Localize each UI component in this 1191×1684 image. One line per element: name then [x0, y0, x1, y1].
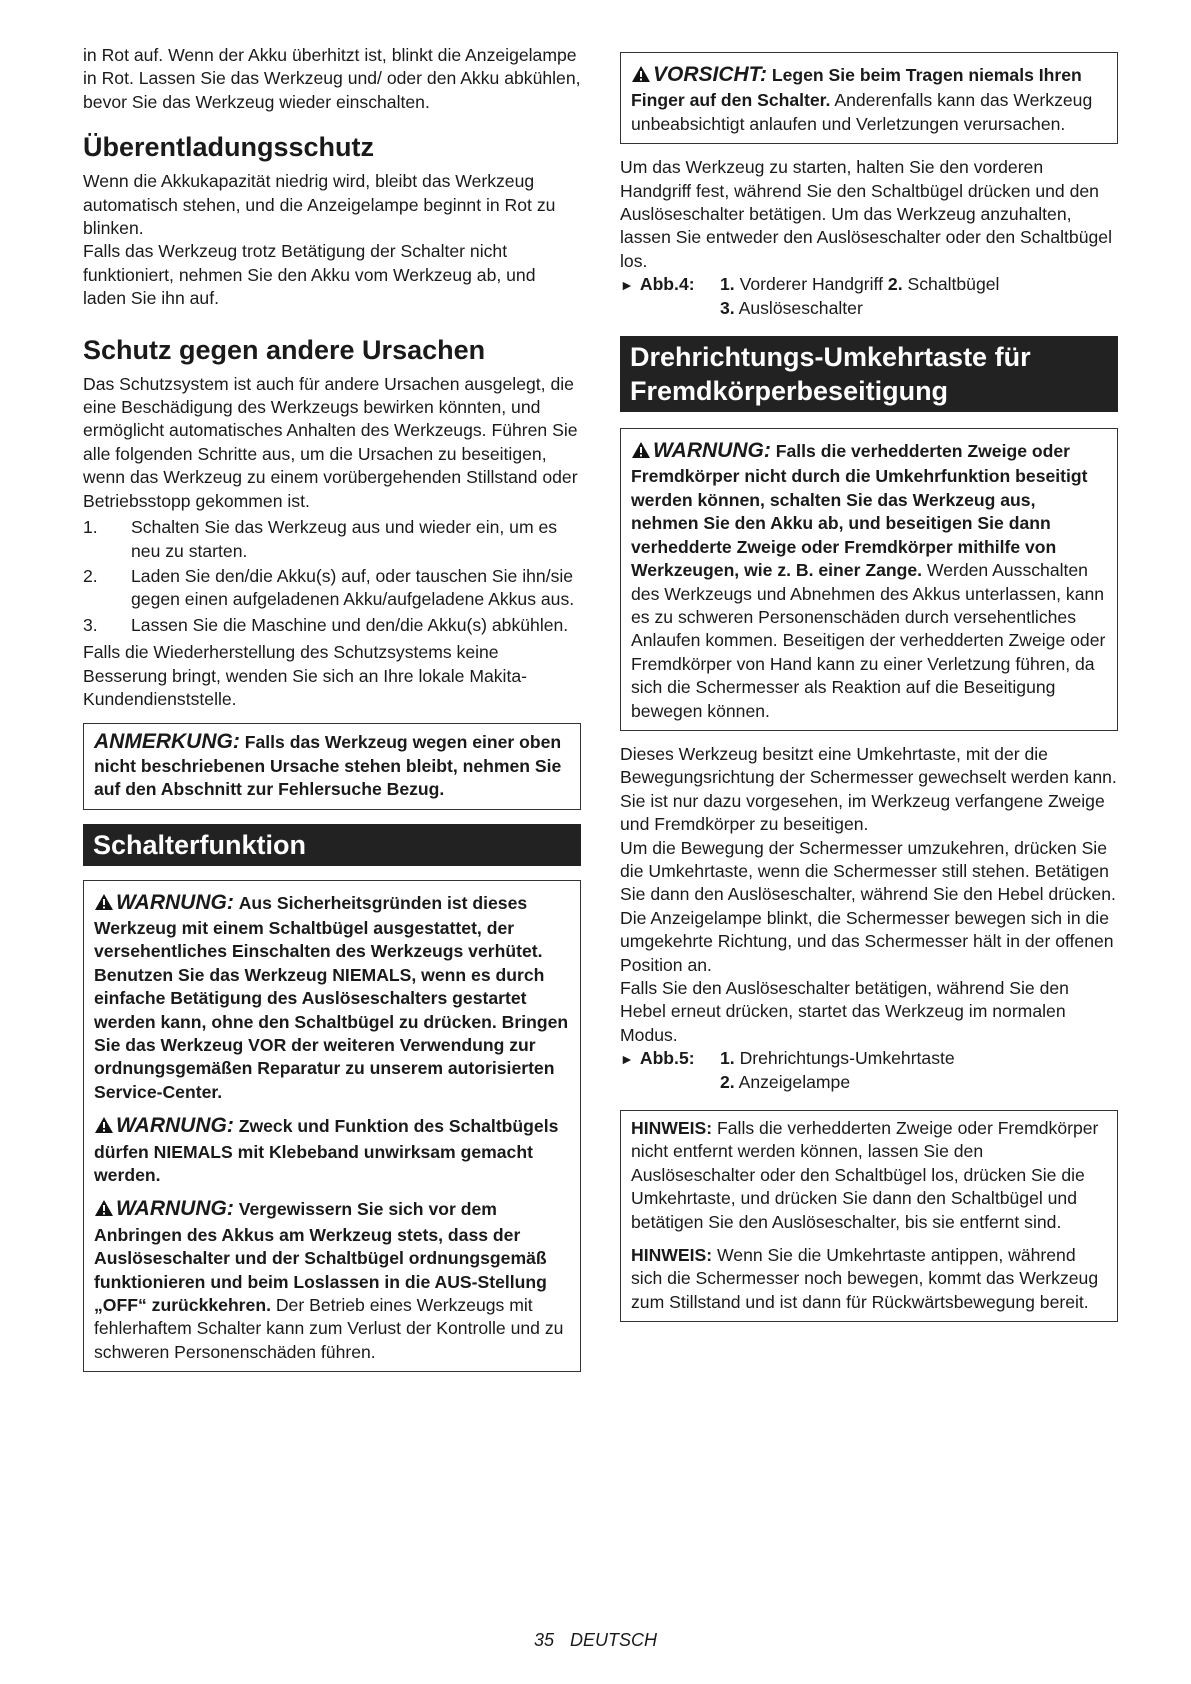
caution-label: VORSICHT:	[653, 63, 767, 86]
notice-label: HINWEIS:	[631, 1118, 713, 1139]
switch-warnings-box	[83, 880, 581, 1373]
warning-3	[94, 1197, 570, 1364]
figure-item-text: Anzeigelampe	[738, 1071, 851, 1092]
figure-item-text: Vorderer Handgriff	[739, 274, 884, 295]
warning-triangle-icon	[94, 1199, 114, 1223]
reverse-warning-box	[620, 428, 1118, 731]
figure-reference-abb4	[620, 273, 1118, 320]
step-text: Lassen Sie die Maschine und den/die Akku(s) abkühlen.	[131, 614, 569, 635]
warning-label: WARNUNG:	[116, 1114, 234, 1138]
heading-reverse-button	[620, 336, 1118, 412]
warning-1	[94, 891, 570, 1105]
notices-box	[620, 1110, 1118, 1322]
caution-normal-text: Anderenfalls kann das Werkzeug unbeabsichtigt anlaufen und Verletzungen verursachen.	[631, 90, 1093, 134]
caution-box	[620, 52, 1118, 144]
heading-switch-function: Schalterfunktion	[83, 824, 581, 866]
warning-triangle-icon	[94, 1116, 114, 1140]
arrow-right-icon: ►	[620, 277, 634, 294]
step-text: Schalten Sie das Werkzeug aus und wieder ein, um es neu zu starten.	[131, 517, 558, 561]
intro-paragraph: in Rot auf. Wenn der Akku überhitzt ist, blinkt die Anzeigelampe in Rot. Lassen Sie das Werkzeug und/ oder den Akku abkühlen, bevor Sie das Werkzeug wieder einschalten.	[83, 45, 581, 112]
figure-item-number: 2.	[887, 274, 903, 295]
list-item	[83, 516, 581, 563]
figure-ref-label: Abb.5:	[639, 1048, 695, 1069]
step-number: 1.	[83, 517, 98, 538]
heading-other-causes: Schutz gegen andere Ursachen	[83, 334, 486, 365]
warning-bold-text: Zweck und Funktion des Schaltbügels dürfen NIEMALS mit Klebeband unwirksam gemacht werden.	[94, 1116, 559, 1186]
reverse-paragraph-3: Falls Sie den Auslöseschalter betätigen, während Sie den Hebel erneut drücken, startet das Werkzeug im normalen Modus.	[620, 978, 1069, 1045]
notice-text: Wenn Sie die Umkehrtaste antippen, während sich die Schermesser noch bewegen, kommt das Werkzeug zum Stillstand und ist dann für Rückwärtsbewegung bereit.	[631, 1245, 1099, 1312]
reverse-paragraph-1: Dieses Werkzeug besitzt eine Umkehrtaste, mit der die Bewegungsrichtung der Schermesser gewechselt werden kann. Sie ist nur dazu vorgesehen, im Werkzeug verfangene Zweige und Fremdkörper zu beseitigen.	[620, 743, 1117, 835]
right-column	[620, 52, 1118, 1322]
overdischarge-paragraph-1: Wenn die Akkukapazität niedrig wird, bleibt das Werkzeug automatisch stehen, und die Anzeigelampe beginnt in Rot zu blinken.	[83, 171, 556, 239]
other-causes-paragraph-1: Das Schutzsystem ist auch für andere Ursachen ausgelegt, die eine Beschädigung des Werkzeugs bewirken könnten, und ermöglicht automatisches Anhalten des Werkzeugs. Führen Sie alle folgenden Schritte aus, um die Ursachen zu beseitigen, wenn das Werkzeug zu einem vorübergehenden Stillstand oder Betriebsstopp gekommen ist.	[83, 373, 578, 511]
page-footer	[0, 1630, 1191, 1651]
notice-2	[631, 1244, 1107, 1314]
start-paragraph: Um das Werkzeug zu starten, halten Sie den vorderen Handgriff fest, während Sie den Schaltbügel drücken und den Auslöseschalter betätigen. Um das Werkzeug anzuhalten, lassen Sie entweder den Auslöseschalter oder den Schaltbügel los.	[620, 157, 1112, 271]
overdischarge-paragraph-2: Falls das Werkzeug trotz Betätigung der Schalter nicht funktioniert, nehmen Sie den Akku vom Werkzeug ab, und laden Sie ihn auf.	[83, 241, 536, 309]
warning-bold-text: Vergewissern Sie sich vor dem Anbringen des Akkus am Werkzeug stets, dass der Auslöseschalter und der Schaltbügel ordnungsgemäß funktionieren und beim Loslassen in die AUS-Stellung „OFF“ zurückkehren.	[94, 1199, 547, 1316]
steps-list	[83, 516, 581, 637]
notice-text: Falls die verhedderten Zweige oder Fremdkörper nicht entfernt werden können, lassen Sie den Auslöseschalter oder den Schaltbügel los, drücken Sie die Umkehrtaste, und drücken Sie dann den Schaltbügel und betätigen Sie den Auslöseschalter, bis sie entfernt sind.	[631, 1118, 1099, 1232]
warning-normal-text: Der Betrieb eines Werkzeugs mit fehlerhaftem Schalter kann zum Verlust der Kontrolle und zu schweren Personenschäden führen.	[94, 1295, 564, 1362]
warning-label: WARNUNG:	[653, 439, 771, 463]
note-box	[83, 723, 581, 809]
arrow-right-icon: ►	[620, 1051, 634, 1068]
figure-item-text: Drehrichtungs-Umkehrtaste	[739, 1048, 955, 1069]
note-text: Falls das Werkzeug wegen einer oben nicht beschriebenen Ursache stehen bleibt, nehmen Sie auf den Abschnitt zur Fehlersuche Bezug.	[94, 732, 562, 800]
notice-label: HINWEIS:	[631, 1245, 713, 1266]
other-causes-paragraph-2: Falls die Wiederherstellung des Schutzsystems keine Besserung bringt, wenden Sie sich an Ihre lokale Makita-Kundendienststelle.	[83, 642, 527, 709]
caution-bold-text: Legen Sie beim Tragen niemals Ihren Finger auf den Schalter.	[631, 65, 1082, 111]
warning-label: WARNUNG:	[116, 1197, 234, 1221]
figure-item-number: 1.	[720, 274, 735, 295]
heading-line: Drehrichtungs-Umkehrtaste für	[630, 342, 1031, 373]
warning-triangle-icon	[631, 65, 651, 89]
figure-item-number: 1.	[720, 1048, 735, 1069]
figure-ref-label: Abb.4:	[639, 274, 695, 295]
warning-normal-text: Werden Ausschalten des Werkzeugs und Abnehmen des Akkus unterlassen, kann es zu schweren Personenschäden durch versehentliches Anlaufen kommen. Beseitigen der verhedderten Zweige oder Fremdkörper von Hand kann zu einer Verletzung führen, da sich die Schermesser als Reaktion auf die Beseitigung bewegen können.	[631, 560, 1106, 721]
figure-item-text: Schaltbügel	[907, 274, 1000, 295]
reverse-paragraph-2: Um die Bewegung der Schermesser umzukehren, drücken Sie die Umkehrtaste, wenn die Schermesser still stehen. Betätigen Sie dann den Auslöseschalter, während Sie den Hebel drücken. Die Anzeigelampe blinkt, die Schermesser bewegen sich in die umgekehrte Richtung, und das Schermesser hält in der offenen Position an.	[620, 837, 1116, 975]
list-item	[83, 565, 581, 612]
footer-language: DEUTSCH	[570, 1630, 658, 1650]
figure-item-number: 2.	[720, 1071, 735, 1092]
warning-triangle-icon	[94, 893, 114, 917]
left-column	[83, 44, 581, 1372]
heading-line: Fremdkörperbeseitigung	[630, 376, 949, 407]
list-item	[83, 614, 581, 637]
notice-1	[631, 1117, 1107, 1234]
heading-overdischarge: Überentladungsschutz	[83, 132, 375, 163]
note-label: ANMERKUNG:	[94, 730, 240, 754]
warning-bold-text: Falls die verhedderten Zweige oder Fremdkörper nicht durch die Umkehrfunktion beseitigt werden können, schalten Sie das Werkzeug aus, nehmen Sie den Akku ab, und beseitigen Sie dann verhedderte Zweige oder Fremdkörper mithilfe von Werkzeugen, wie z. B. einer Zange.	[631, 441, 1088, 581]
page-number: 35	[533, 1630, 554, 1650]
step-text: Laden Sie den/die Akku(s) auf, oder tauschen Sie ihn/sie gegen einen aufgeladenen Akku/aufgeladene Akkus aus.	[131, 565, 575, 610]
figure-item-text: Auslöseschalter	[738, 297, 863, 318]
warning-label: WARNUNG:	[116, 890, 234, 914]
step-number: 3.	[83, 614, 98, 635]
warning-triangle-icon	[631, 441, 651, 465]
figure-reference-abb5	[620, 1047, 1118, 1094]
warning-bold-text: Aus Sicherheitsgründen ist dieses Werkzeug mit einem Schaltbügel ausgestattet, der versehentliches Einschalten des Werkzeugs verhütet. Benutzen Sie das Werkzeug NIEMALS, wenn es durch einfache Betätigung des Auslöseschalters gestartet werden kann, ohne den Schaltbügel zu drücken. Bringen Sie das Werkzeug VOR der weiteren Verwendung zur ordnungsgemäßen Reparatur zu unserem autorisierten Service-Center.	[94, 892, 569, 1102]
step-number: 2.	[83, 565, 98, 586]
figure-item-number: 3.	[720, 297, 735, 318]
warning-2	[94, 1114, 570, 1187]
